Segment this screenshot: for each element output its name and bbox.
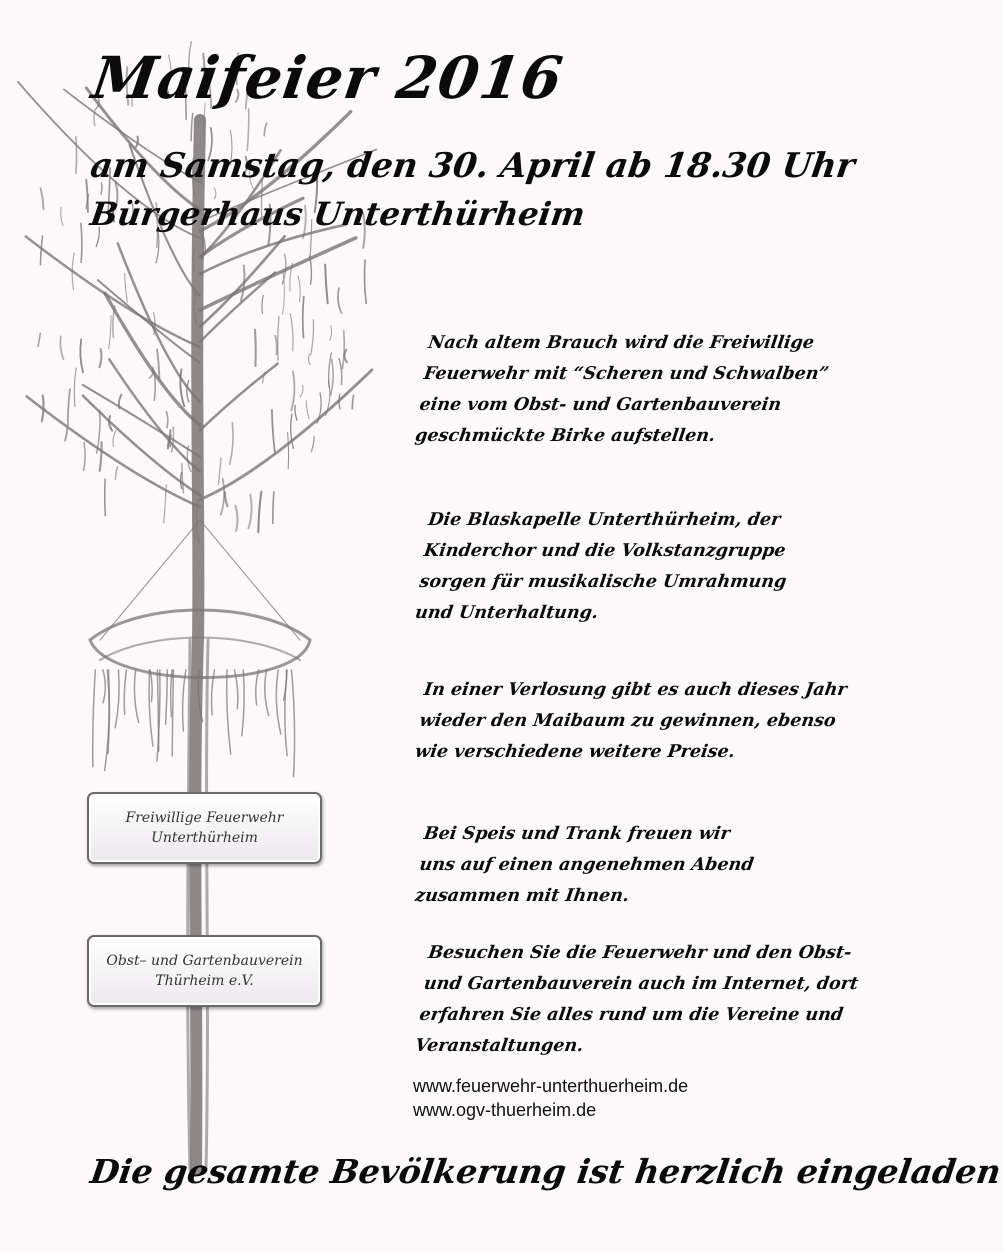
sign-plate-line: Unterthürheim bbox=[151, 830, 258, 846]
paragraph-line: geschmückte Birke aufstellen. bbox=[413, 426, 717, 446]
event-location: Bürgerhaus Unterthürheim bbox=[88, 195, 588, 233]
paragraph-tradition bbox=[413, 328, 835, 452]
sign-plate-gartenbauverein bbox=[87, 935, 322, 1007]
event-date-time: am Samstag, den 30. April ab 18.30 Uhr bbox=[88, 146, 858, 186]
paragraph-line: wieder den Maibaum zu gewinnen, ebenso bbox=[418, 711, 838, 731]
link-feuerwehr-website[interactable]: www.feuerwehr-unterthuerheim.de bbox=[413, 1076, 689, 1096]
paragraph-line: zusammen mit Ihnen. bbox=[413, 886, 631, 906]
paragraph-internet bbox=[413, 938, 865, 1062]
paragraph-line: Nach altem Brauch wird die Freiwillige bbox=[426, 333, 816, 353]
link-ogv-website[interactable]: www.ogv-thuerheim.de bbox=[413, 1100, 597, 1120]
footer-invitation: Die gesamte Bevölkerung ist herzlich eingeladen bbox=[88, 1152, 1003, 1191]
sign-plate-feuerwehr bbox=[87, 792, 322, 864]
sign-plate-line: Obst– und Gartenbauverein bbox=[106, 953, 303, 969]
paragraph-line: und Unterhaltung. bbox=[413, 603, 600, 623]
paragraph-line: Bei Speis und Trank freuen wir bbox=[422, 824, 732, 844]
paragraph-line: Besuchen Sie die Feuerwehr und den Obst- bbox=[426, 943, 853, 963]
paragraph-line: In einer Verlosung gibt es auch dieses Jahr bbox=[422, 680, 849, 700]
sign-plate-line: Thürheim e.V. bbox=[155, 973, 254, 989]
paragraph-line: Veranstaltungen. bbox=[413, 1036, 585, 1056]
paragraph-line: wie verschiedene weitere Preise. bbox=[413, 742, 737, 762]
paragraph-line: Feuerwehr mit “Scheren und Schwalben” bbox=[422, 364, 831, 384]
paragraph-line: und Gartenbauverein auch im Internet, dort bbox=[422, 974, 860, 994]
paragraph-line: eine vom Obst- und Gartenbauverein bbox=[418, 395, 783, 415]
paragraph-line: Die Blaskapelle Unterthürheim, der bbox=[426, 510, 782, 530]
paragraph-raffle bbox=[413, 675, 849, 768]
paragraph-music bbox=[413, 505, 797, 629]
paragraph-line: Kinderchor und die Volkstanzgruppe bbox=[422, 541, 787, 561]
sign-plate-line: Freiwillige Feuerwehr bbox=[125, 810, 284, 826]
paragraph-line: sorgen für musikalische Umrahmung bbox=[418, 572, 788, 592]
page-title: Maifeier 2016 bbox=[88, 44, 568, 112]
paragraph-line: erfahren Sie alles rund um die Vereine und bbox=[418, 1005, 845, 1025]
paragraph-line: uns auf einen angenehmen Abend bbox=[418, 855, 755, 875]
paragraph-food bbox=[413, 819, 760, 912]
